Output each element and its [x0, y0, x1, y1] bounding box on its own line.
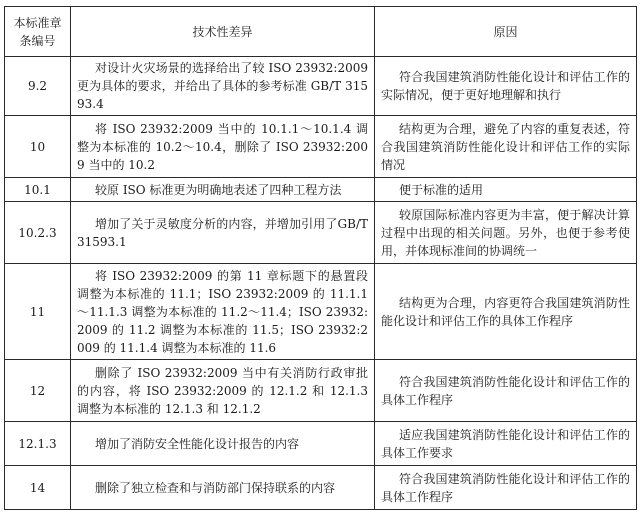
reason-cell: 符合我国建筑消防性能化设计和评估工作的具体工作程序: [375, 466, 637, 510]
reason-cell: 较原国际标准内容更为丰富，便于解决计算过程中出现的相关问题。另外，也便于参考使用，并体现标准间的协调统一: [375, 202, 637, 264]
table-row: [5, 202, 637, 264]
reason-cell: 结构更为合理，避免了内容的重复表述，符合我国建筑消防性能化设计和评估工作的实际情况: [375, 116, 637, 178]
document-page: [4, 6, 636, 510]
reason-cell: 适应我国建筑消防性能化设计和评估工作的具体工作要求: [375, 422, 637, 466]
header-technical-difference: 技术性差异: [71, 7, 375, 57]
technical-differences-table: [4, 6, 637, 510]
clause-cell: 9.2: [5, 57, 71, 116]
difference-cell: 删除了独立检查和与消防部门保持联系的内容: [71, 466, 375, 510]
table-row: [5, 116, 637, 178]
clause-cell: 10: [5, 116, 71, 178]
table-row: [5, 466, 637, 510]
clause-cell: 10.2.3: [5, 202, 71, 264]
difference-cell: 增加了关于灵敏度分析的内容，并增加引用了GB/T 31593.1: [71, 202, 375, 264]
clause-cell: 10.1: [5, 178, 71, 202]
table-row: [5, 178, 637, 202]
reason-cell: 符合我国建筑消防性能化设计和评估工作的具体工作程序: [375, 360, 637, 422]
table-header-row: [5, 7, 637, 57]
header-clause-number: 本标准章条编号: [5, 7, 71, 57]
reason-cell: 符合我国建筑消防性能化设计和评估工作的实际情况，便于更好地理解和执行: [375, 57, 637, 116]
difference-cell: 将 ISO 23932:2009 的第 11 章标题下的悬置段调整为本标准的 11.1；ISO 23932:2009 的 11.1.1～11.1.3 调整为本标准的 11.2～11.4；ISO 23932:2009 的 11.2 调整为本标准的 11.5；ISO 23932:2009 的 11.1.4 调整为本标准的 11.6: [71, 264, 375, 360]
difference-cell: 删除了 ISO 23932:2009 当中有关消防行政审批的内容，将 ISO 23932:2009 的 12.1.2 和 12.1.3 调整为本标准的 12.1.3 和 12.1.2: [71, 360, 375, 422]
difference-cell: 较原 ISO 标准更为明确地表述了四种工程方法: [71, 178, 375, 202]
difference-cell: 对设计火灾场景的选择给出了较 ISO 23932:2009 更为具体的要求，并给出了具体的参考标准 GB/T 31593.4: [71, 57, 375, 116]
table-row: [5, 422, 637, 466]
reason-cell: 便于标准的适用: [375, 178, 637, 202]
table-row: [5, 57, 637, 116]
difference-cell: 将 ISO 23932:2009 当中的 10.1.1～10.1.4 调整为本标准的 10.2～10.4，删除了 ISO 23932:2009 当中的 10.2: [71, 116, 375, 178]
header-reason: 原因: [375, 7, 637, 57]
difference-cell: 增加了消防安全性能化设计报告的内容: [71, 422, 375, 466]
clause-cell: 12: [5, 360, 71, 422]
clause-cell: 14: [5, 466, 71, 510]
clause-cell: 11: [5, 264, 71, 360]
clause-cell: 12.1.3: [5, 422, 71, 466]
table-row: [5, 264, 637, 360]
reason-cell: 结构更为合理，内容更符合我国建筑消防性能化设计和评估工作的具体工作程序: [375, 264, 637, 360]
table-row: [5, 360, 637, 422]
